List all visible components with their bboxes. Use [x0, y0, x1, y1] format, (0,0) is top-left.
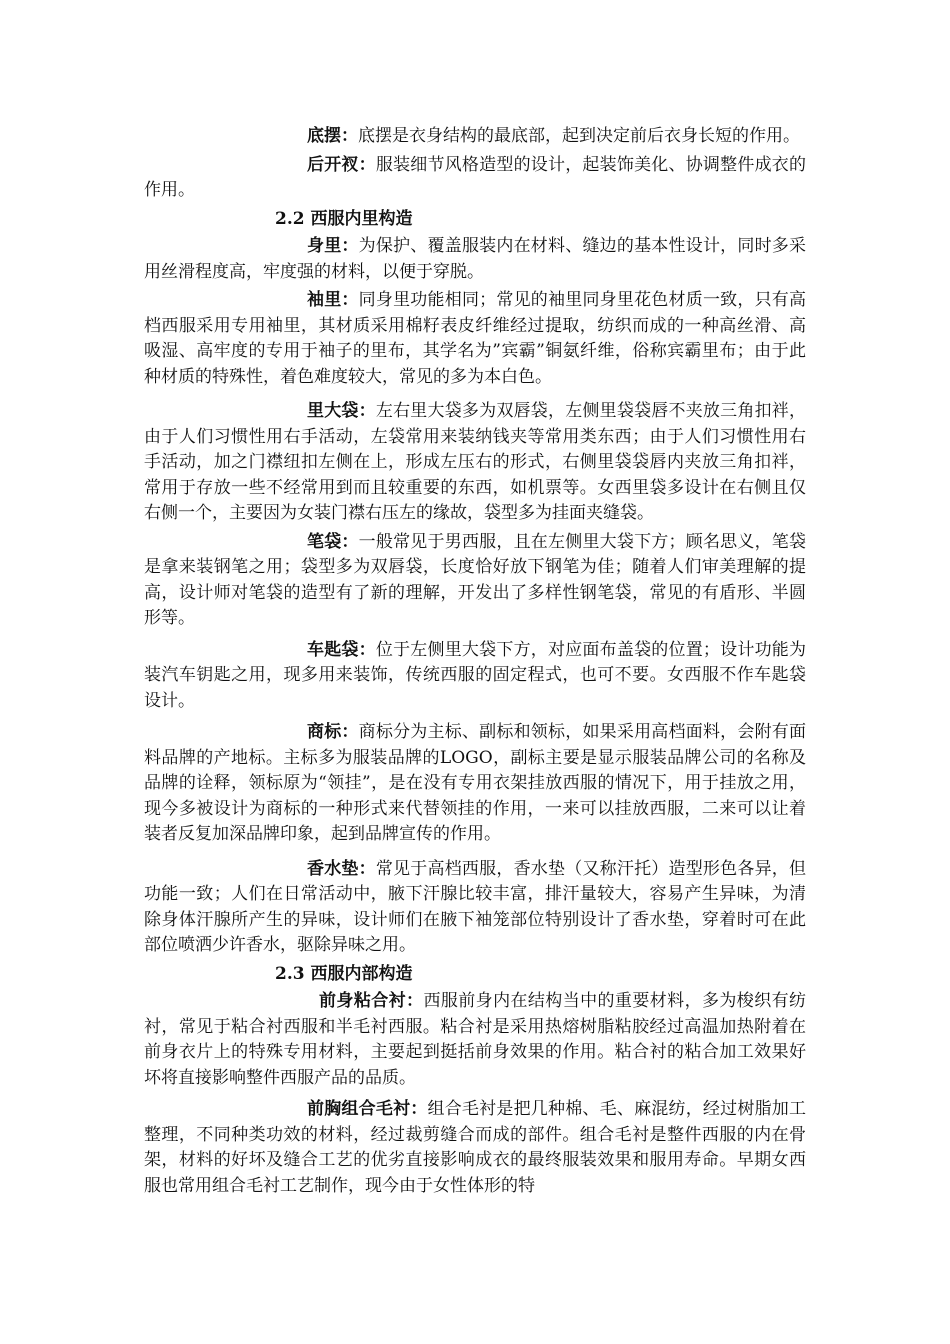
paragraph-inner-pocket	[144, 399, 806, 527]
paragraph-back-vent	[144, 153, 806, 204]
paragraph-text: 左右里大袋多为双唇袋，左侧里袋袋唇不夹放三角扣袢，由于人们习惯性用右手活动，左袋常用来装纳钱夹等常用类东西；由于人们习惯性用右手活动，加之门襟纽扣左侧在上，形成左压右的形式，右侧里袋袋唇内夹放三角扣袢，常用于存放一些不经常用到而且较重要的东西，如机票等。女西里袋多设计在右侧且仅右侧一个，主要因为女装门襟右压左的缘故，袋型多为挂面夹缝袋。	[144, 401, 807, 523]
term-label: 身里：	[307, 236, 359, 256]
paragraph-key-pocket	[144, 638, 806, 715]
paragraph-hem	[144, 124, 806, 150]
paragraph-fusible-interlining	[144, 989, 806, 1091]
paragraph-chest-canvas	[144, 1097, 806, 1199]
term-label: 前胸组合毛衬：	[307, 1099, 428, 1119]
paragraph-text: 常见于高档西服，香水垫（又称汗托）造型形色各异，但功能一致；人们在日常活动中，腋下汗腺比较丰富，排汗量较大，容易产生异味，为清除身体汗腺所产生的异味，设计师们在腋下袖笼部位特别设计了香水垫，穿着时可在此部位喷洒少许香水，驱除异味之用。	[144, 858, 807, 955]
paragraph-text: 组合毛衬是把几种棉、毛、麻混纺，经过树脂加工整理，不同种类功效的材料，经过裁剪缝合而成的部件。组合毛衬是整件西服的内在骨架，材料的好坏及缝合工艺的优劣直接影响成衣的最终服装效果和服用寿命。早期女西服也常用组合毛衬工艺制作，现今由于女性体形的特	[144, 1099, 806, 1196]
term-label: 香水垫：	[307, 858, 376, 879]
term-label: 笔袋：	[307, 531, 359, 552]
term-label: 车匙袋：	[307, 639, 376, 660]
term-label: 里大袋：	[307, 401, 376, 421]
paragraph-text: 底摆是衣身结构的最底部，起到决定前后衣身长短的作用。	[358, 126, 800, 146]
section-heading-lining: 2.2 西服内里构造	[275, 208, 413, 229]
paragraph-body-lining	[144, 234, 806, 285]
paragraph-text: 位于左侧里大袋下方，对应面布盖袋的位置；设计功能为装汽车钥匙之用，现多用来装饰，传统西服的固定程式，也可不要。女西服不作车匙袋设计。	[144, 639, 807, 711]
paragraph-text: 西服前身内在结构当中的重要材料，多为梭织有纺衬，常见于粘合衬西服和半毛衬西服。粘合衬是采用热熔树脂粘胶经过高温加热附着在前身衣片上的特殊专用材料，主要起到挺括前身效果的作用。粘合衬的粘合加工效果好坏将直接影响整件西服产品的品质。	[144, 991, 807, 1088]
paragraph-text: 为保护、覆盖服装内在材料、缝边的基本性设计，同时多采用丝滑程度高，牢度强的材料，以便于穿脱。	[144, 236, 807, 282]
paragraph-text: 服装细节风格造型的设计，起装饰美化、协调整件成衣的作用。	[144, 154, 807, 200]
paragraph-pen-pocket	[144, 530, 806, 632]
paragraph-perfume-pad	[144, 857, 806, 959]
term-label: 前身粘合衬：	[319, 991, 424, 1011]
paragraph-label	[144, 720, 806, 848]
section-heading-internal: 2.3 西服内部构造	[275, 963, 413, 984]
paragraph-text: 同身里功能相同；常见的袖里同身里花色材质一致，只有高档西服采用专用袖里，其材质采用棉籽表皮纤维经过提取，纺织而成的一种高丝滑、高吸湿、高牢度的专用于袖子的里布，其学名为”宾霸”铜氨纤维，俗称宾霸里布；由于此种材质的特殊性，着色难度较大，常见的多为本白色。	[144, 290, 807, 387]
term-label: 商标：	[307, 722, 359, 742]
paragraph-sleeve-lining	[144, 288, 806, 390]
paragraph-text: 商标分为主标、副标和领标，如果采用高档面料，会附有面料品牌的产地标。主标多为服装品牌的LOGO，副标主要是显示服装品牌公司的名称及品牌的诠释，领标原为“领挂”，是在没有专用衣架挂放西服的情况下，用于挂放之用，现今多被设计为商标的一种形式来代替领挂的作用，一来可以挂放西服，二来可以让着装者反复加深品牌印象，起到品牌宣传的作用。	[144, 722, 807, 844]
term-label: 袖里：	[307, 290, 359, 310]
document-body	[144, 124, 806, 1202]
paragraph-text: 一般常见于男西服，且在左侧里大袋下方；顾名思义，笔袋是拿来装钢笔之用；袋型多为双唇袋，长度恰好放下钢笔为佳；随着人们审美理解的提高，设计师对笔袋的造型有了新的理解，开发出了多样性钢笔袋，常见的有盾形、半圆形等。	[144, 531, 807, 628]
term-label: 后开衩：	[307, 154, 376, 175]
term-label: 底摆：	[307, 126, 358, 146]
